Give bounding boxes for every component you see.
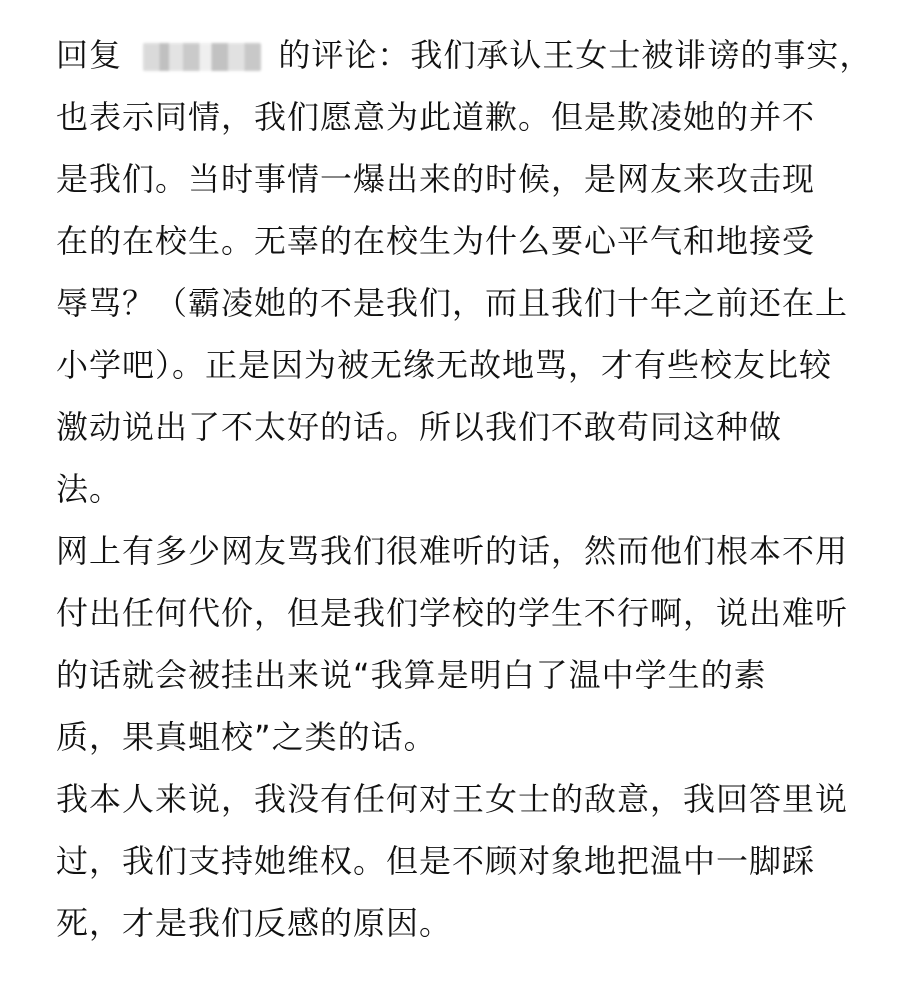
text-line-12: 质，果真蛆校”之类的话。 — [56, 718, 437, 756]
text-line-3: 是我们。当时事情一爆出来的时候，是网友来攻击现 — [56, 160, 816, 198]
text-line-14: 过，我们支持她维权。但是不顾对象地把温中一脚踩 — [56, 842, 816, 880]
comment-body — [56, 24, 876, 954]
reply-prefix: 回复 — [56, 36, 123, 74]
text-line-5: 辱骂？（霸凌她的不是我们，而且我们十年之前还在上 — [56, 284, 849, 322]
text-line-2: 也表示同情，我们愿意为此道歉。但是欺凌她的并不 — [56, 98, 816, 136]
text-line-9: 网上有多少网友骂我们很难听的话，然而他们根本不用 — [56, 532, 849, 570]
text-line-8: 法。 — [56, 470, 123, 508]
redacted-username — [143, 43, 261, 71]
text-line-1 — [56, 24, 876, 86]
text-line-7: 激动说出了不太好的话。所以我们不敢苟同这种做 — [56, 408, 783, 446]
text-line-6: 小学吧）。正是因为被无缘无故地骂，才有些校友比较 — [56, 346, 833, 384]
text-line-10: 付出任何代价，但是我们学校的学生不行啊，说出难听 — [56, 594, 849, 632]
text-line-15: 死，才是我们反感的原因。 — [56, 904, 453, 942]
text-line-13: 我本人来说，我没有任何对王女士的敌意，我回答里说 — [56, 780, 849, 818]
reply-suffix: 的评论：我们承认王女士被诽谤的事实， — [278, 36, 873, 74]
text-line-11: 的话就会被挂出来说“我算是明白了温中学生的素 — [56, 656, 767, 694]
text-line-4: 在的在校生。无辜的在校生为什么要心平气和地接受 — [56, 222, 816, 260]
